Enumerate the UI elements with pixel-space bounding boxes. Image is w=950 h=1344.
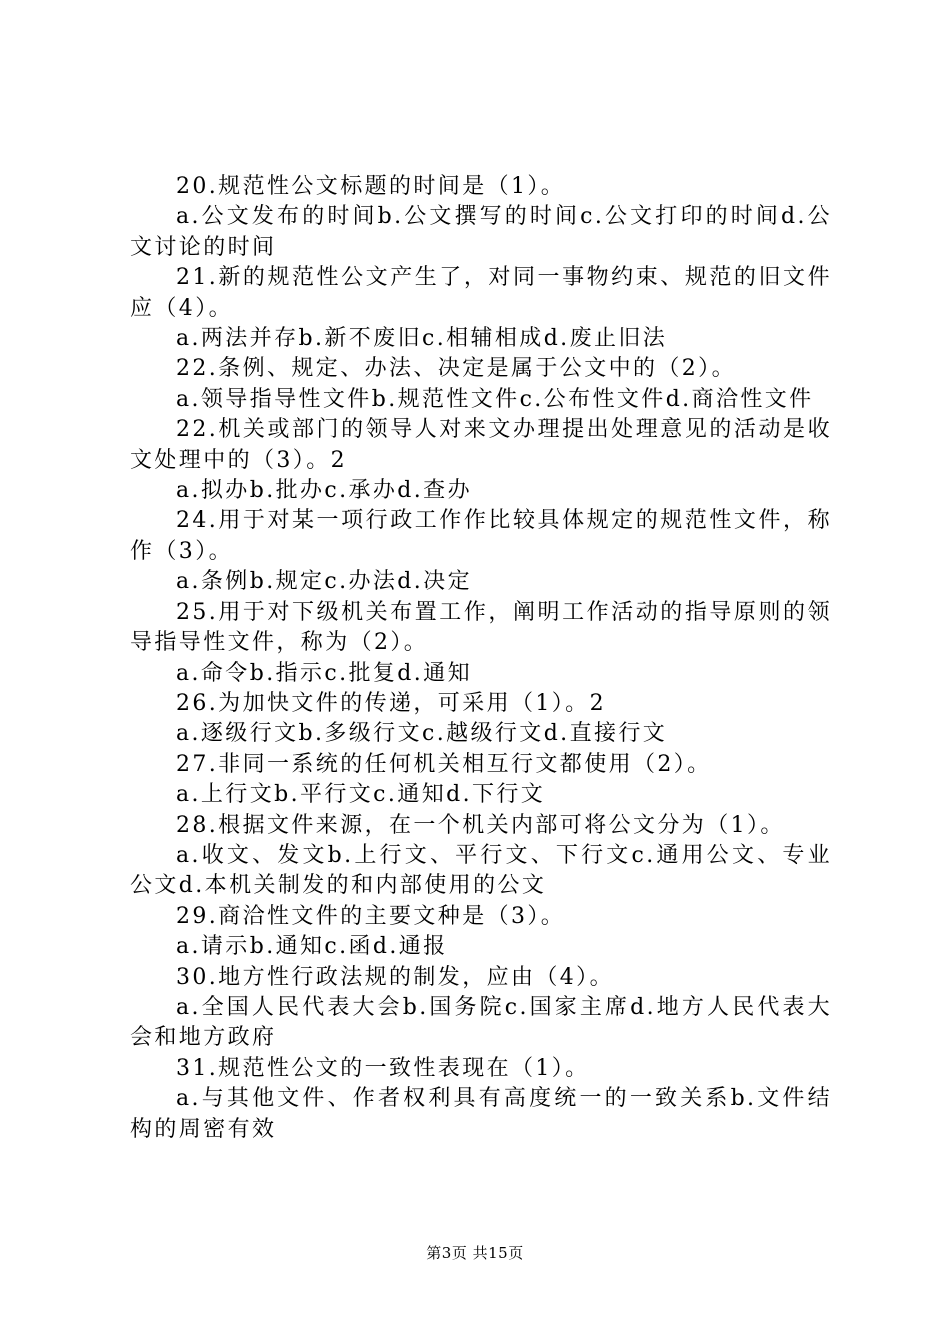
document-body <box>130 172 832 1145</box>
options-27: a.上行文b.平行文c.通知d.下行文 <box>176 782 546 808</box>
question-21: 21.新的规范性公文产生了，对同一事物约束、规范的旧文件应（4）。 <box>130 265 832 321</box>
question-28: 28.根据文件来源，在一个机关内部可将公文分为（1）。 <box>176 812 785 838</box>
question-29: 29.商洽性文件的主要文种是（3）。 <box>176 903 566 929</box>
question-20: 20.规范性公文标题的时间是（1）。 <box>176 174 566 199</box>
options-25: a.命令b.指示c.批复d.通知 <box>176 660 472 686</box>
options-30: a.全国人民代表大会b.国务院c.国家主席d.地方人民代表大会和地方政府 <box>130 994 832 1051</box>
options-20: a.公文发布的时间b.公文撰写的时间c.公文打印的时间d.公文讨论的时间 <box>130 204 832 260</box>
question-25: 25.用于对下级机关布置工作，阐明工作活动的指导原则的领导指导性文件，称为（2）。 <box>130 599 832 656</box>
question-22b: 22.机关或部门的领导人对来文办理提出处理意见的活动是收文处理中的（3）。2 <box>130 417 832 473</box>
options-29: a.请示b.通知c.函d.通报 <box>176 934 448 960</box>
question-26: 26.为加快文件的传递，可采用（1）。2 <box>176 690 606 716</box>
options-26: a.逐级行文b.多级行文c.越级行文d.直接行文 <box>176 721 668 747</box>
options-24: a.条例b.规定c.办法d.决定 <box>176 569 472 595</box>
options-31: a.与其他文件、作者权利具有高度统一的一致关系b.文件结构的周密有效 <box>130 1086 832 1142</box>
options-21: a.两法并存b.新不废旧c.相辅相成d.废止旧法 <box>176 326 668 352</box>
options-28: a.收文、发文b.上行文、平行文、下行文c.通用公文、专业公文d.本机关制发的和内部使用的公文 <box>130 842 832 899</box>
options-22b: a.拟办b.批办c.承办d.查办 <box>176 478 472 504</box>
question-30: 30.地方性行政法规的制发，应由（4）。 <box>176 964 614 990</box>
options-22a: a.领导指导性文件b.规范性文件c.公布性文件d.商洽性文件 <box>176 386 814 412</box>
question-24: 24.用于对某一项行政工作作比较具体规定的规范性文件，称作（3）。 <box>130 508 832 564</box>
question-27: 27.非同一系统的任何机关相互行文都使用（2）。 <box>176 751 712 777</box>
question-31: 31.规范性公文的一致性表现在（1）。 <box>176 1055 590 1081</box>
page-number-footer: 第3页 共15页 <box>426 1244 524 1262</box>
question-22a: 22.条例、规定、办法、决定是属于公文中的（2）。 <box>176 356 736 382</box>
